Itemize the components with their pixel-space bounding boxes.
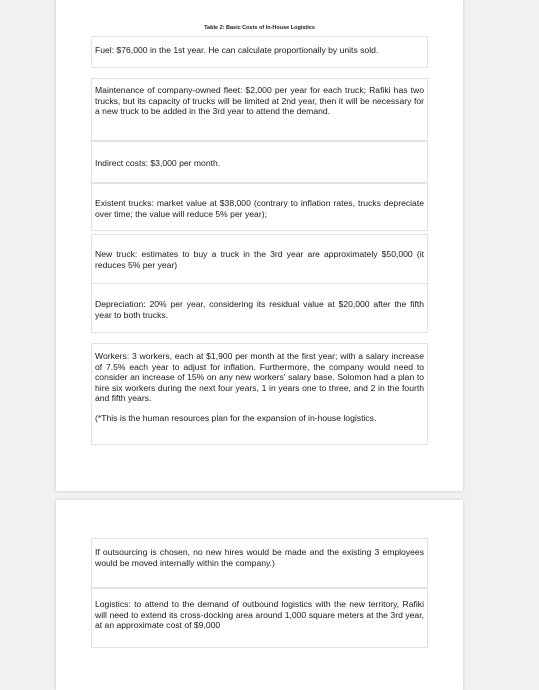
table-row-workers: [91, 343, 428, 445]
row-text: Workers: 3 workers, each at $1,900 per month at the first year; with a salary increase of 7.5% each year to adjust for inflation. Furthermore, the company would need to consider an increase of 15% on any new workers' salary base. Solomon had a plan to hire six workers during the next four years, 1 in years one to three, and 2 in the fourth and fifth years.: [95, 351, 424, 404]
row-note: (*This is the human resources plan for the expansion of in-house logistics.: [95, 412, 377, 423]
table-row-existent-trucks: [91, 183, 428, 231]
table-row-fuel: [91, 36, 428, 68]
row-text: Maintenance of company-owned fleet: $2,000 per year for each truck; Rafiki has two trucks, but its capacity of trucks will be limited at 2nd year, then it will be necessary for a new truck to be added in the 3rd year to attend the demand.: [95, 85, 424, 117]
table-row-logistics: [91, 588, 428, 648]
table-row-maintenance: [91, 78, 428, 141]
row-text: Depreciation: 20% per year, considering its residual value at $20,000 after the fifth year to both trucks.: [95, 299, 424, 320]
document-page-1: [56, 0, 463, 491]
table-row-outsourcing: [91, 538, 428, 588]
row-text: New truck: estimates to buy a truck in the 3rd year are approximately $50,000 (it reduces 5% per year): [95, 249, 424, 270]
row-text: Logistics: to attend to the demand of outbound logistics with the new territory, Rafiki will need to extend its cross-docking area around 1,000 square meters at the 3rd year, at an approximate cost of $9,000: [95, 599, 424, 631]
table-row-new-truck: [91, 234, 428, 284]
document-page-2: [56, 500, 463, 690]
row-text: Indirect costs: $3,000 per month.: [95, 158, 221, 168]
row-text: If outsourcing is chosen, no new hires would be made and the existing 3 employees would be moved internally within the company.): [95, 547, 424, 568]
table-caption: Table 2: Basic Costs of In-House Logistics: [204, 25, 315, 31]
table-row-depreciation: [91, 283, 428, 333]
row-text: Existent trucks: market value at $38,000 (contrary to inflation rates, trucks depreciate over time; the value will reduce 5% per year);: [95, 198, 424, 219]
row-text: Fuel: $76,000 in the 1st year. He can calculate proportionally by units sold.: [95, 45, 379, 55]
table-row-indirect-costs: [91, 141, 428, 183]
